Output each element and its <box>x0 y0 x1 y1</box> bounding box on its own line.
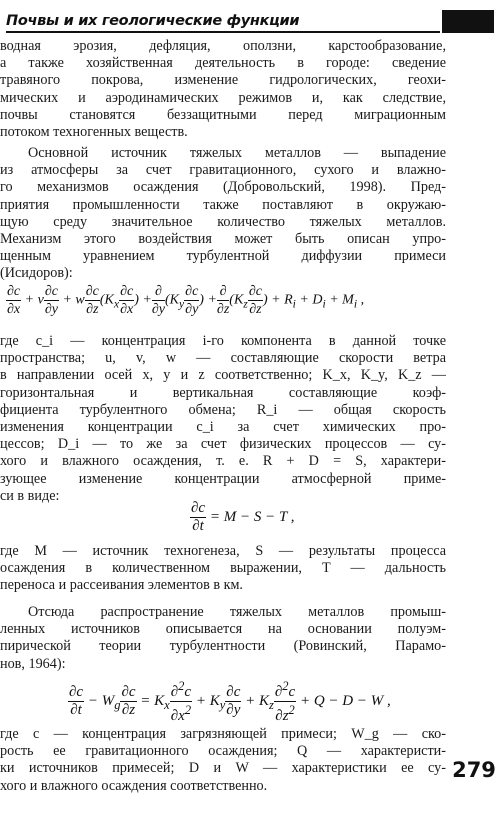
text-line: горизонтальная и вертикальная составляющие коэф- <box>0 384 446 401</box>
text-line: приятия промышленности также поставляют в окружаю- <box>0 196 446 213</box>
text-line: рость ее гравитационного осаждения; Q — характеристи- <box>0 743 446 760</box>
header-black-block <box>442 10 494 33</box>
text-line: ленных источников описывается на основании полуэм- <box>0 621 446 638</box>
text-line: где c — концентрация загрязняющей примеси; W_g — ско- <box>0 726 446 742</box>
paragraph-6 <box>0 726 446 795</box>
text-line: осаждения в количественном выражении, T — дальность <box>0 560 446 577</box>
running-header-title: Почвы и их геологические функции <box>6 13 300 29</box>
text-line: цессов; D_i — то же за счет физических процессов — су- <box>0 436 446 453</box>
text-line: потоком техногенных веществ. <box>0 123 188 140</box>
text-line: в направлении осей x, y и z соответственно; K_x, K_y, K_z — <box>0 367 446 384</box>
text-line: фициента турбулентного обмена; R_i — общая скорость <box>0 401 446 418</box>
text-line: Отсюда распространение тяжелых металлов промыш- <box>28 604 446 620</box>
text-line: щенным уравнением турбулентной диффузии примеси <box>0 248 446 265</box>
equation-balance-rhs: = M − S − T , <box>209 508 295 525</box>
text-line: щую среду значительное количество тяжелых металлов. <box>0 213 446 230</box>
text-line: из атмосферы за счет гравитационного, сухого и влажно- <box>0 162 446 179</box>
text-line: водная эрозия, дефляция, оползни, карстообразование, <box>0 38 446 54</box>
text-line: изменения концентрации c_i за счет химических про- <box>0 418 446 435</box>
page-number: 279 <box>452 758 496 782</box>
paragraph-1 <box>0 38 446 141</box>
text-line: Механизм этого воздействия может быть описан упро- <box>0 230 446 247</box>
text-line: хого и влажного осаждения соответственно. <box>0 777 268 794</box>
paragraph-3 <box>0 333 446 505</box>
equation-semiempirical-tail: + Q − D − W , <box>299 692 391 709</box>
running-header <box>0 10 498 34</box>
paragraph-5 <box>0 604 446 673</box>
text-line: си в виде: <box>0 487 60 504</box>
text-line: где M — источник техногенеза, S — результаты процесса <box>0 543 446 559</box>
equation-semiempirical: $\frac{\partial c}{\partial t}$ − $W_g$ $\frac{\partial c}{\partial z}$ = $K_x$ $\frac{\partial^2c}{\partial x^2}$ + $K_y$ $\frac{\partial c}{\partial y}$ + $K_z$ $\frac{\partial^2c}{\partial z^2}$ + Q − D − W , <box>69 679 391 724</box>
header-rule <box>6 31 440 33</box>
text-line: зующее изменение концентрации атмосферной приме- <box>0 470 446 487</box>
text-line: нов, 1964): <box>0 655 66 672</box>
equation-diffusion: $\frac{\partial c}{\partial x}$ + v $\frac{\partial c}{\partial y}$ + w $\frac{\partial c}{\partial z}$ ($K_x$ $\frac{\partial c}{\partial x}$ ) + $\frac{\partial}{\partial y}$ ($K_y$ $\frac{\partial c}{\partial y}$ ) + $\frac{\partial}{\partial z}$ ($K_z$ $\frac{\partial c}{\partial z}$ ) + $R_i + D_i + M_i$ , <box>7 284 365 317</box>
text-line: (Исидоров): <box>0 265 73 282</box>
text-line: где c_i — концентрация i-го компонента в данной точке <box>0 333 446 349</box>
text-line: почвы становятся беззащитными перед миграционным <box>0 106 446 123</box>
text-line: Основной источник тяжелых металлов — выпадение <box>28 145 446 161</box>
text-line: пирической теории турбулентности (Ровинский, Парамо- <box>0 638 446 655</box>
paragraph-2 <box>0 145 446 283</box>
paragraph-4 <box>0 543 446 595</box>
text-line: а также хозяйственная деятельность в городе: сведение <box>0 55 446 72</box>
text-line: ки источников примесей; D и W — характеристики ее су- <box>0 760 446 777</box>
text-line: переноса и рассеивания элементов в км. <box>0 577 243 594</box>
text-line: мических и аэродинамических режимов и, как следствие, <box>0 89 446 106</box>
equation-balance: $\frac{\partial c}{\partial t}$ = M − S − T , <box>191 500 295 534</box>
text-line: го механизмов осаждения (Добровольский, 1998). Пред- <box>0 179 446 196</box>
text-line: травяного покрова, изменение гидрологических, геохи- <box>0 72 446 89</box>
text-line: хого и влажного осаждения, т. е. R + D = S, характери- <box>0 453 446 470</box>
text-line: пространства; u, v, w — составляющие скорости ветра <box>0 350 446 367</box>
